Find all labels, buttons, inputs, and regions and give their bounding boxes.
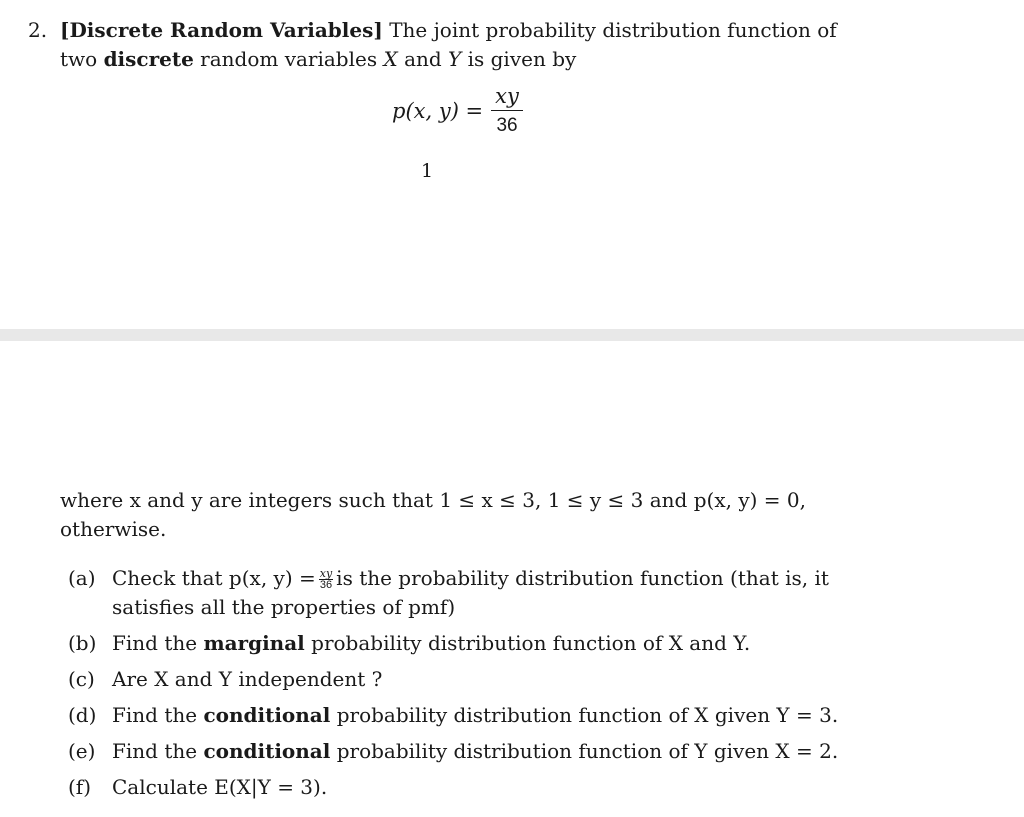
page-number: 1 <box>421 160 434 182</box>
continuation-text: where x and y are integers such that 1 ≤ x ≤ 3, 1 ≤ y ≤ 3 and p(x, y) = 0, otherwise. <box>60 488 806 541</box>
list-item <box>68 737 868 766</box>
intro-line2-pre: two <box>60 47 98 71</box>
intro-text: The joint probability distribution function of <box>389 18 837 42</box>
part-label: (b) <box>68 631 97 655</box>
intro-bold-discrete: discrete <box>103 47 194 71</box>
list-item <box>68 629 868 658</box>
part-b-pre: Find the <box>112 631 198 655</box>
pmf-equation <box>392 84 523 137</box>
list-item <box>68 665 868 694</box>
part-label: (f) <box>68 775 92 799</box>
part-a-pre: Check that p(x, y) = <box>112 566 316 590</box>
part-d-post: probability distribution function of X given Y = 3. <box>336 703 839 727</box>
intro-line2-mid: random variables <box>200 47 378 71</box>
list-item <box>68 701 868 730</box>
part-e-pre: Find the <box>112 739 198 763</box>
part-text: Calculate E(X|Y = 3). <box>112 775 328 799</box>
part-text: Are X and Y independent ? <box>112 667 383 691</box>
list-item <box>68 773 868 802</box>
part-label: (c) <box>68 667 95 691</box>
part-text <box>112 701 868 730</box>
part-d-bold: conditional <box>203 703 331 727</box>
question-title: [Discrete Random Variables] <box>60 18 383 42</box>
question-number: 2. <box>28 18 48 42</box>
part-a-frac-den: 36 <box>319 579 333 591</box>
part-label: (d) <box>68 703 97 727</box>
part-text <box>112 564 868 622</box>
part-label: (e) <box>68 739 96 763</box>
part-text <box>112 737 868 766</box>
intro-and: and <box>404 47 442 71</box>
var-y: Y <box>448 47 462 71</box>
part-e-bold: conditional <box>203 739 331 763</box>
question-parts <box>68 564 868 809</box>
equation-lhs: p(x, y) = <box>392 98 484 123</box>
part-d-pre: Find the <box>112 703 198 727</box>
part-e-post: probability distribution function of Y given X = 2. <box>336 739 839 763</box>
equation-denominator: 36 <box>496 115 518 136</box>
equation-numerator: xy <box>491 84 523 111</box>
question-intro <box>28 16 868 74</box>
part-b-bold: marginal <box>203 631 305 655</box>
part-b-post: probability distribution function of X and Y. <box>311 631 751 655</box>
var-x: X <box>383 47 398 71</box>
part-a-fraction <box>319 568 333 591</box>
part-a-frac-num: xy <box>319 567 333 580</box>
page-divider <box>0 329 1024 341</box>
list-item <box>68 564 868 622</box>
equation-fraction <box>491 84 523 137</box>
part-a-post: is the probability distribution function (that is, it satisfies all the properties of pmf) <box>112 566 829 619</box>
part-label: (a) <box>68 566 96 590</box>
part-text <box>112 629 868 658</box>
intro-line2-post: is given by <box>467 47 577 71</box>
